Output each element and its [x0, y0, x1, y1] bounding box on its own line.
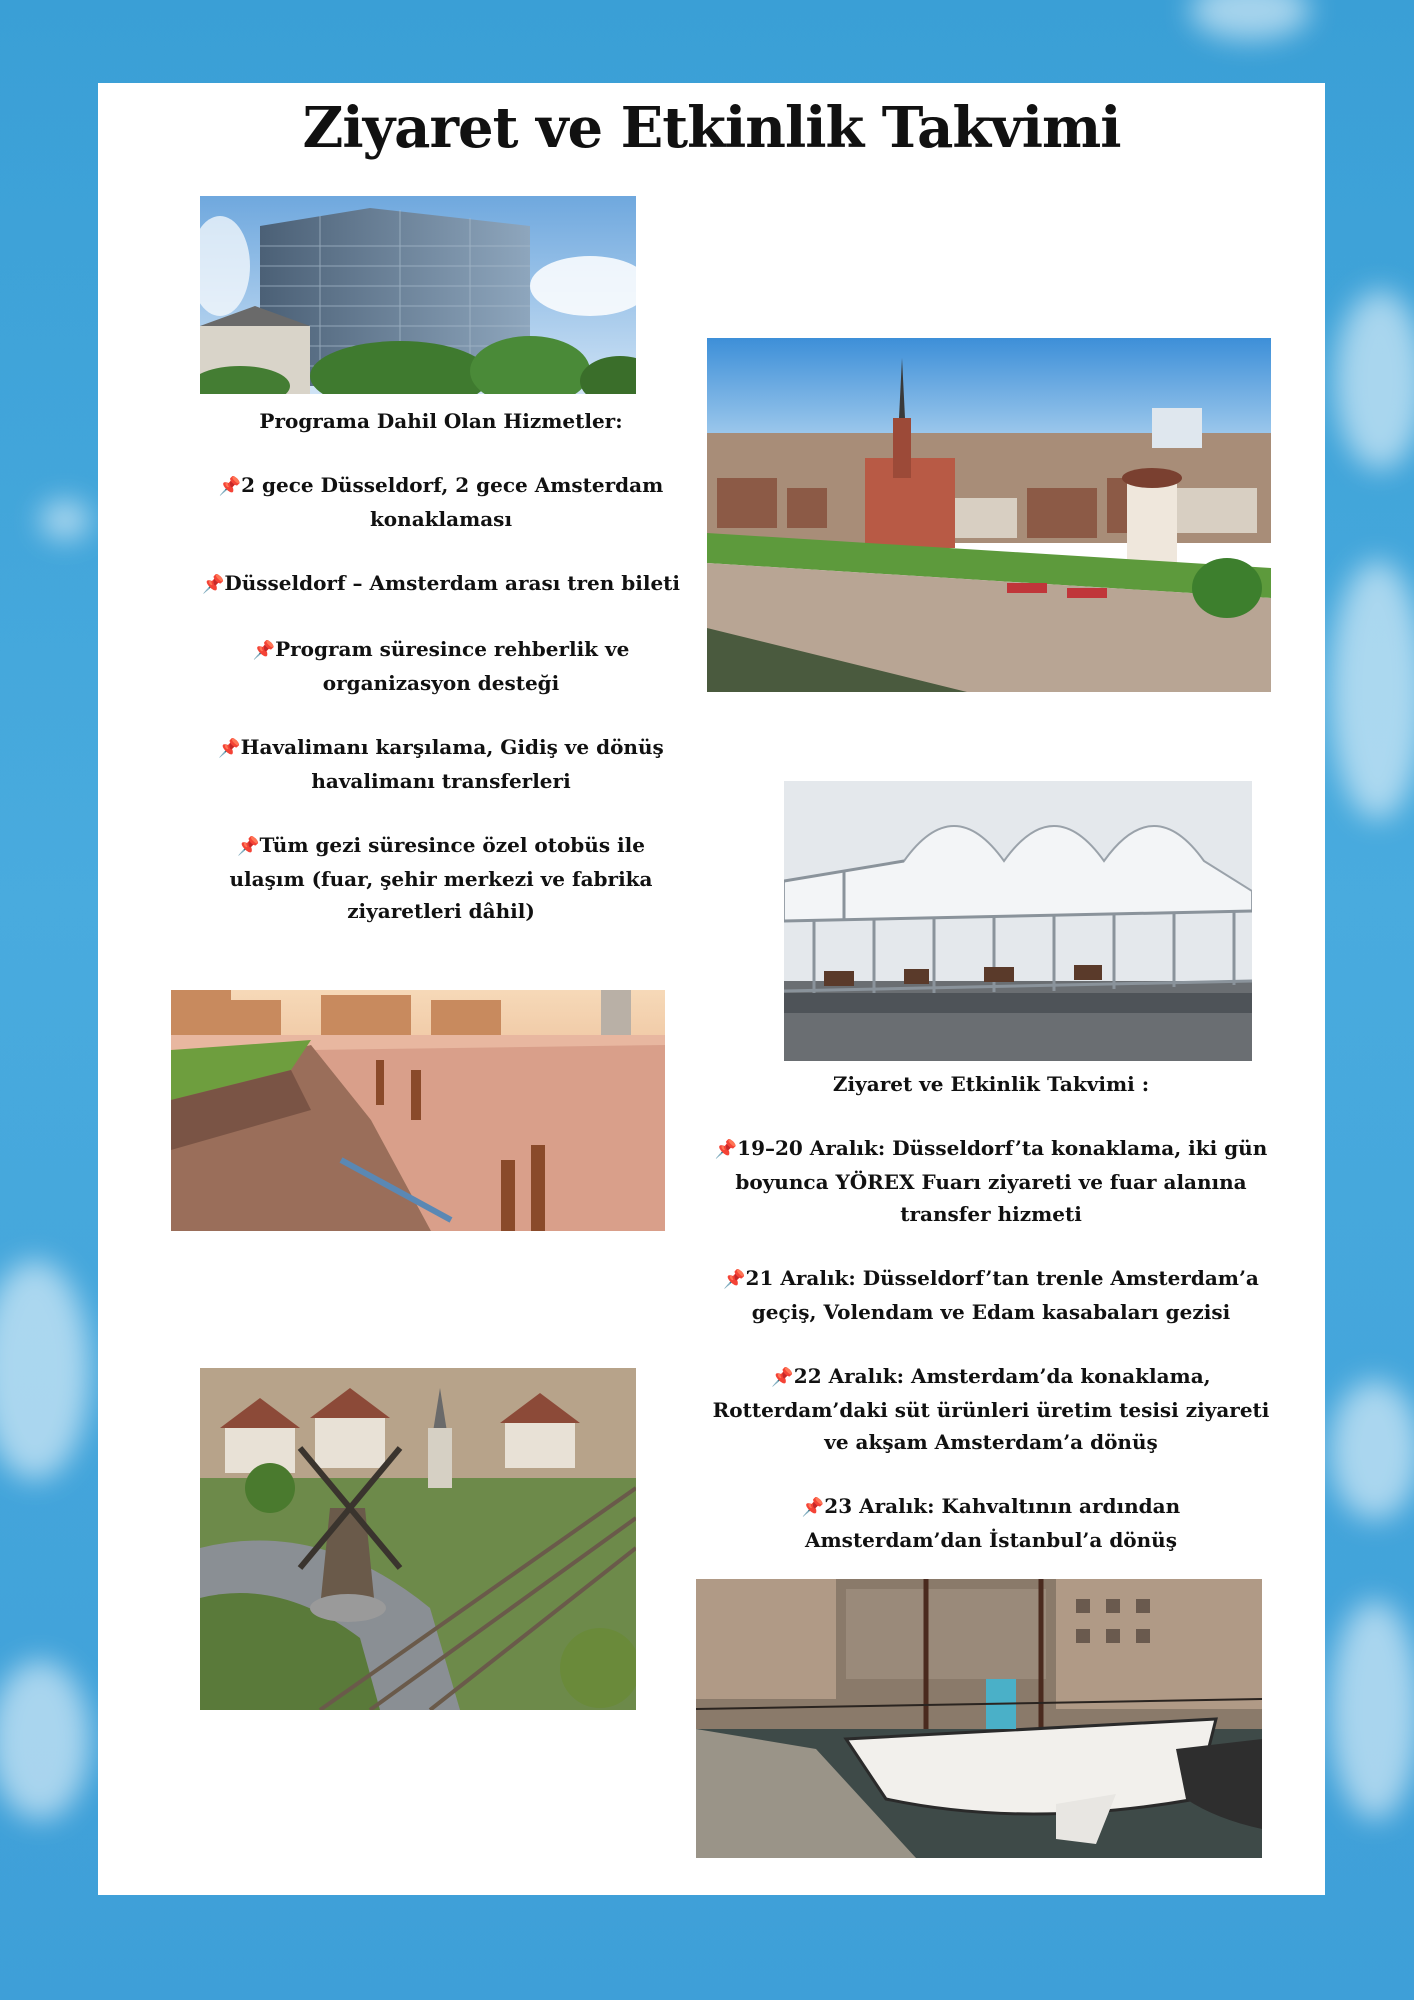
page-title: Ziyaret ve Etkinlik Takvimi	[302, 95, 1121, 161]
pushpin-icon: 📌	[201, 574, 225, 595]
background-cloud	[1330, 1600, 1414, 1820]
service-item: 📌Tüm gezi süresince özel otobüs ile ulaşım (fuar, şehir merkezi ve fabrika ziyaretleri dâhil)	[229, 833, 653, 923]
photo-floating-farm	[784, 781, 1252, 1061]
background-cloud	[1330, 560, 1414, 820]
background-cloud	[1335, 290, 1414, 470]
poster-sheet	[98, 83, 1325, 1895]
schedule-heading: Ziyaret ve Etkinlik Takvimi :	[832, 1072, 1150, 1096]
schedule-item: 📌23 Aralık: Kahvaltının ardından Amsterdam’dan İstanbul’a dönüş	[801, 1494, 1181, 1552]
background-cloud	[40, 500, 90, 540]
schedule-item: 📌19–20 Aralık: Düsseldorf’ta konaklama, iki gün boyunca YÖREX Fuarı ziyareti ve fuar alanına transfer hizmeti	[714, 1136, 1268, 1226]
schedule-item: 📌22 Aralık: Amsterdam’da konaklama, Rotterdam’daki süt ürünleri üretim tesisi ziyareti ve akşam Amsterdam’a dönüş	[712, 1364, 1270, 1454]
pushpin-icon: 📌	[801, 1497, 825, 1518]
pushpin-icon: 📌	[218, 738, 241, 759]
pushpin-icon: 📌	[714, 1139, 738, 1160]
photo-harbour-boats	[696, 1579, 1262, 1858]
pushpin-icon: 📌	[252, 640, 276, 661]
schedule-section	[712, 1068, 1270, 1588]
services-section	[201, 405, 681, 959]
photo-miniature-windmill	[200, 1368, 636, 1710]
service-item: 📌Düsseldorf – Amsterdam arası tren bileti	[201, 571, 681, 595]
service-item: 📌Program süresince rehberlik ve organizasyon desteği	[252, 637, 630, 695]
photo-dusseldorf-old-town	[707, 338, 1271, 692]
services-heading: Programa Dahil Olan Hizmetler:	[259, 409, 623, 433]
service-item: 📌2 gece Düsseldorf, 2 gece Amsterdam konaklaması	[218, 473, 664, 531]
photo-rhine-promenade	[171, 990, 665, 1231]
background-cloud	[1330, 1380, 1414, 1520]
service-item: 📌Havalimanı karşılama, Gidiş ve dönüş havalimanı transferleri	[218, 735, 664, 793]
photo-office-tower	[200, 196, 636, 394]
pushpin-icon: 📌	[723, 1269, 746, 1290]
pushpin-icon: 📌	[771, 1367, 794, 1388]
pushpin-icon: 📌	[237, 836, 260, 857]
schedule-item: 📌21 Aralık: Düsseldorf’tan trenle Amsterdam’a geçiş, Volendam ve Edam kasabaları gezisi	[723, 1266, 1259, 1324]
pushpin-icon: 📌	[218, 476, 242, 497]
background-cloud	[0, 1260, 90, 1480]
background-cloud	[0, 1660, 90, 1820]
background-cloud	[1190, 0, 1310, 40]
